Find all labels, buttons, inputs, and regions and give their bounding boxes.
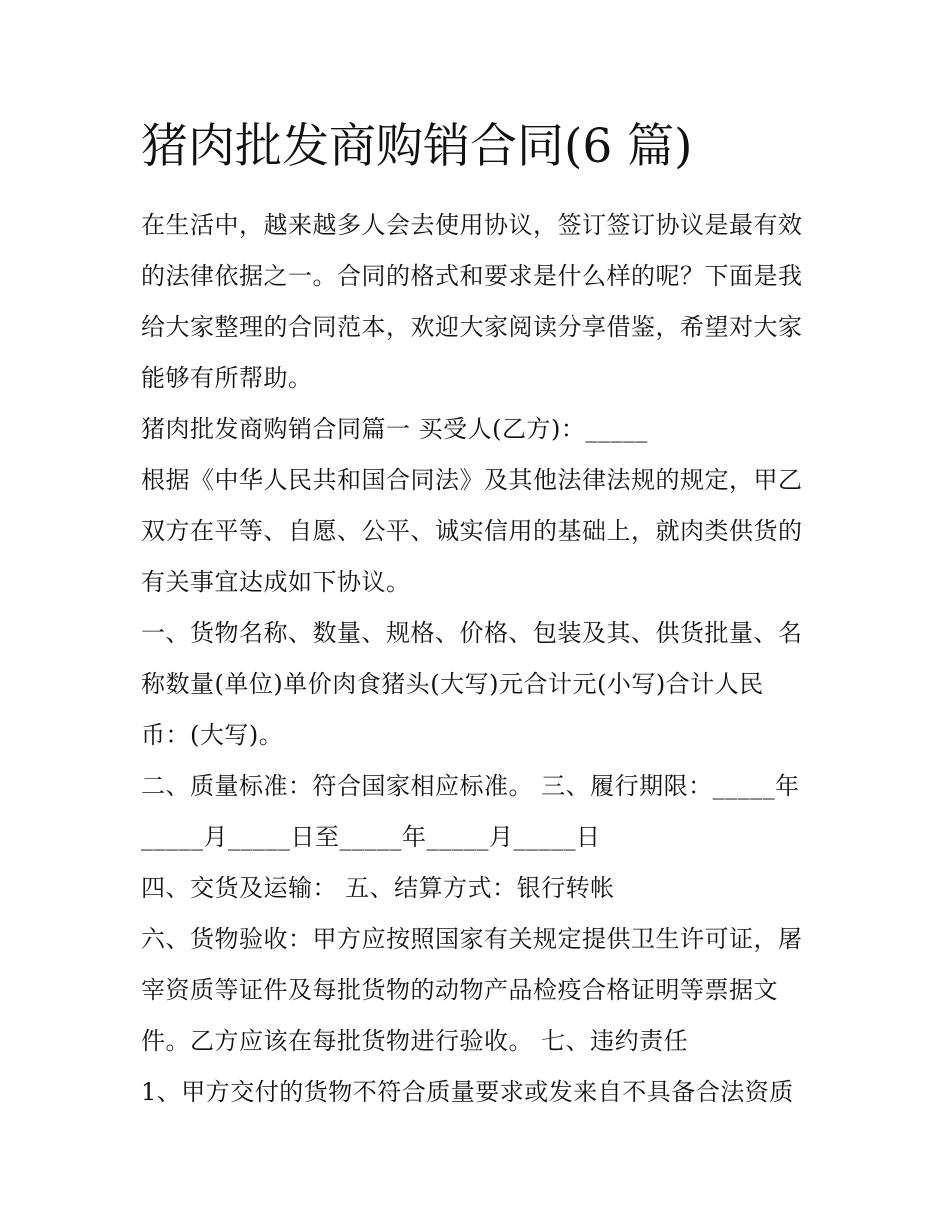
body-line: 六、货物验收：甲方应按照国家有关规定提供卫生许可证，屠: [141, 925, 803, 953]
body-line: 在生活中，越来越多人会去使用协议，签订签订协议是最有效: [141, 211, 803, 239]
body-line: 件。乙方应该在每批货物进行验收。 七、违约责任: [141, 1027, 689, 1055]
document-page: [141, 112, 821, 1118]
body-line: 称数量(单位)单价肉食猪头(大写)元合计元(小写)合计人民: [141, 670, 764, 698]
body-line: 能够有所帮助。: [141, 364, 313, 392]
body-line: 给大家整理的合同范本，欢迎大家阅读分享借鉴，希望对大家: [141, 313, 803, 341]
body-line: 宰资质等证件及每批货物的动物产品检疫合格证明等票据文: [141, 976, 778, 1004]
body-line: 一、货物名称、数量、规格、价格、包装及其、供货批量、名: [141, 619, 803, 647]
body-line: 根据《中华人民共和国合同法》及其他法律法规的规定，甲乙: [141, 466, 803, 494]
body-line: 的法律依据之一。合同的格式和要求是什么样的呢？下面是我: [141, 262, 803, 290]
body-line: 1、甲方交付的货物不符合质量要求或发来自不具备合法资质: [141, 1078, 794, 1106]
body-line: 币：(大写)。: [141, 721, 284, 749]
body-line: _____月_____日至_____年_____月_____日: [141, 823, 601, 851]
body-line: 四、交货及运输： 五、结算方式：银行转帐: [141, 874, 615, 902]
body-line: 二、质量标准：符合国家相应标准。 三、履行期限：_____年: [141, 772, 800, 800]
section-heading-line: 猪肉批发商购销合同篇一 买受人(乙方)：_____: [141, 415, 648, 443]
body-line: 有关事宜达成如下协议。: [141, 568, 411, 596]
document-body: [141, 200, 821, 1118]
body-line: 双方在平等、自愿、公平、诚实信用的基础上，就肉类供货的: [141, 517, 803, 545]
document-title: 猪肉批发商购销合同(6 篇): [141, 119, 693, 174]
